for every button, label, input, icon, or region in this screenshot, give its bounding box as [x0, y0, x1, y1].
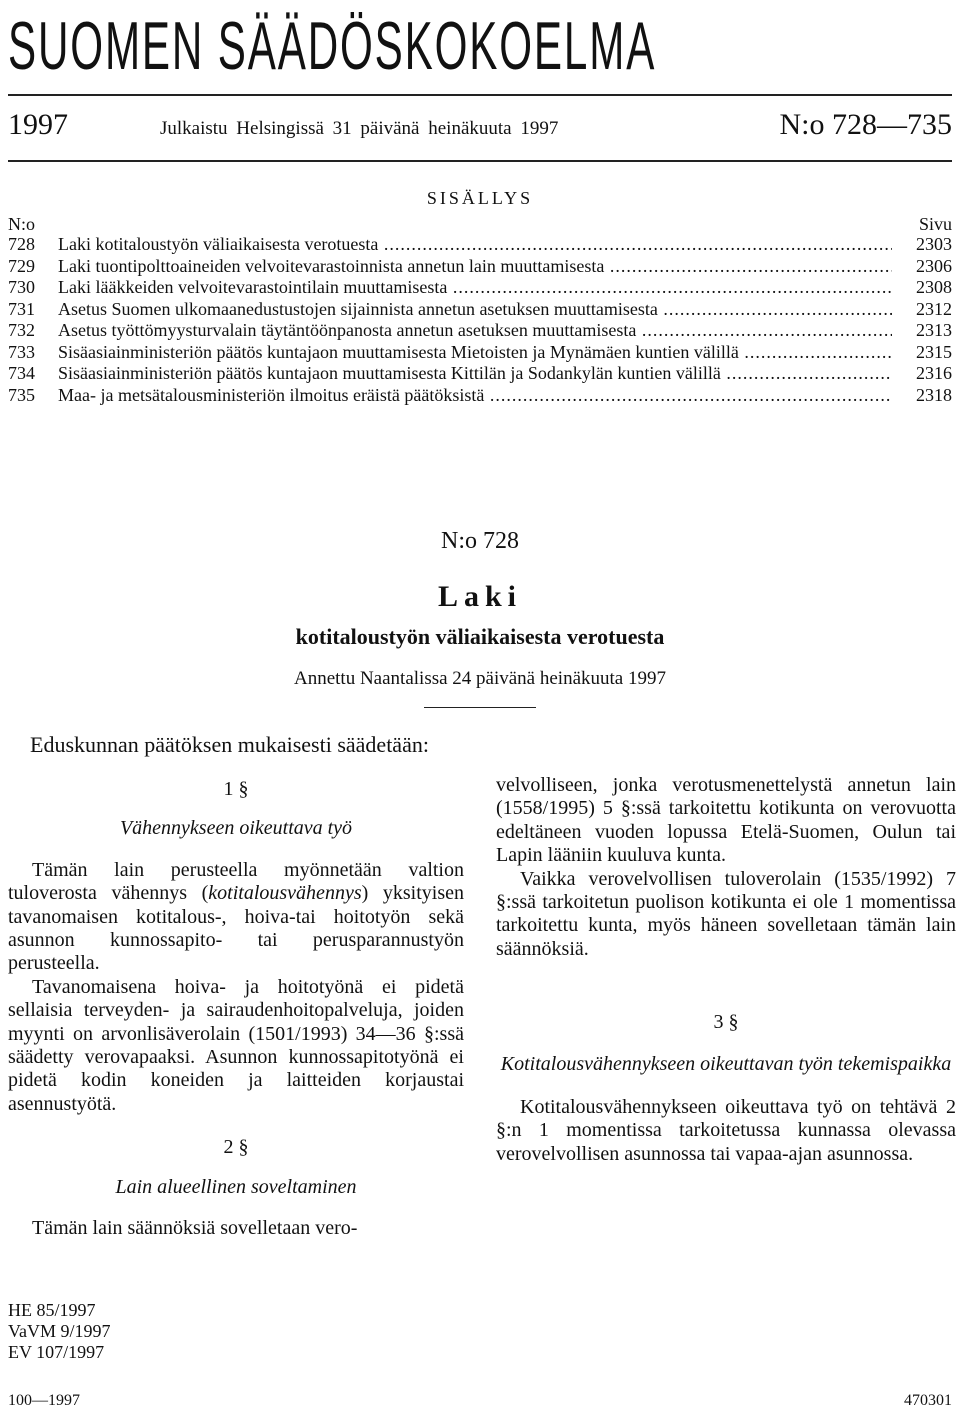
toc-page: 2313: [896, 320, 952, 342]
toc-row[interactable]: [8, 277, 952, 299]
toc-number: 730: [8, 277, 35, 297]
toc-row[interactable]: [8, 234, 952, 256]
gazette-title: SUOMEN SÄÄDÖSKOKOELMA: [8, 8, 657, 84]
toc-number: 731: [8, 298, 35, 319]
toc-row[interactable]: [8, 385, 952, 407]
reference-vavm: VaVM 9/1997: [8, 1321, 111, 1341]
toc-page: 2316: [896, 363, 952, 385]
act-title: kotitaloustyön väliaikaisesta verotuesta: [295, 624, 665, 649]
toc-row[interactable]: [8, 363, 952, 385]
section-3-paragraph-1: Kotitalousvähennykseen oikeuttava työ on tehtävä 2 §:n 1 momentissa tarkoitetussa kunnassa olevassa verovelvollisen asunnossa tai vapaa-ajan asunnossa.: [496, 1096, 956, 1165]
legislative-references: [8, 1300, 111, 1363]
section-1-heading: Vähennykseen oikeuttava työ: [119, 817, 353, 840]
toc-row[interactable]: [8, 320, 952, 342]
toc-number: 728: [8, 234, 35, 254]
toc-page: 2318: [896, 385, 952, 407]
toc-heading: SISÄLLYS: [426, 188, 534, 208]
toc-title: Laki lääkkeiden velvoitevarastointilain muuttamisesta .....: [58, 277, 892, 299]
section-2-paragraph-1: Tämän lain säännöksiä sovelletaan vero-: [32, 1217, 358, 1240]
toc-number: 729: [8, 255, 35, 276]
act-kind: Laki: [437, 580, 523, 613]
left-column: [8, 770, 464, 1241]
section-1-paragraph-1: [8, 859, 464, 976]
toc-page: 2308: [896, 277, 952, 299]
section-2-continued: velvolliseen, jonka verotusmenettelystä annetun lain (1558/1995) 5 §:ssä tarkoitettu kotikunta on verovuotta edeltäneen vuoden lopussa Etelä-Suomen, Oulun tai Lapin lääniin kuuluva kunta.: [496, 774, 956, 867]
toc-number: 732: [8, 320, 35, 340]
act-divider: [424, 707, 536, 708]
toc-page: 2312: [896, 299, 952, 321]
toc-number: 733: [8, 341, 35, 362]
toc-title: Laki tuontipolttoaineiden velvoitevarastoinnista annetun lain muuttamisesta .....: [58, 256, 892, 278]
reference-he: HE 85/1997: [8, 1300, 96, 1320]
s1-p1-term: kotitalousvähennys: [208, 882, 362, 905]
toc-title: Sisäasiainministeriön päätös kuntajaon muuttamisesta Mietoisten ja Mynämäen kuntien välillä .....: [58, 342, 892, 364]
toc-row[interactable]: [8, 299, 952, 321]
toc-col-number: N:o: [8, 214, 35, 234]
section-3-heading: Kotitalousvähennykseen oikeuttavan työn tekemispaikka: [500, 1052, 952, 1075]
toc-row[interactable]: [8, 256, 952, 278]
toc-title: Asetus Suomen ulkomaanedustustojen sijainnista annetun asetuksen muuttamisesta .....: [58, 299, 892, 321]
s1-p1-end: ) yksityisen tavanomaisen kotitalous-, hoiva-tai hoitotyön sekä asunnon kunnossapito- tai perusparannustyön perusteella.: [8, 882, 464, 975]
section-1-paragraph-2: Tavanomaisena hoiva- ja hoitotyönä ei pidetä sellaisia terveyden- ja sairaudenhoitopalveluja, joiden myynti on arvonlisäverolain (1501/1993) 34—36 §:ssä säädetty verovapaaksi. Asunnon kunnossapitotyönä ei pidetä kodin koneiden ja laitteiden korjaustai asennustyötä.: [8, 975, 464, 1115]
act-given-date: Annettu Naantalissa 24 päivänä heinäkuuta 1997: [294, 668, 666, 689]
s1-p1-start: Tämän lain perusteella myönnetään valtion tuloverosta vähennys (: [8, 858, 464, 905]
table-of-contents: [8, 234, 952, 406]
header-rule-top: [8, 94, 952, 96]
reference-ev: EV 107/1997: [8, 1342, 105, 1362]
toc-number: 734: [8, 363, 35, 383]
publication-row: [8, 108, 952, 148]
footer-code: 470301: [904, 1392, 952, 1409]
section-3-number: 3 §: [713, 1011, 739, 1034]
toc-title: Maa- ja metsätalousministeriön ilmoitus eräistä päätöksistä .....: [58, 385, 892, 407]
toc-row[interactable]: [8, 342, 952, 364]
section-1-number: 1 §: [223, 778, 249, 800]
section-2-number: 2 §: [223, 1136, 249, 1159]
section-2-paragraph-2: Vaikka verovelvollisen tuloverolain (1535/1992) 7 §:ssä tarkoitetun puolison kotikunta ei ole 1 momentissa tarkoitettu kunta, myös häneen sovelletaan tämän lain säännöksiä.: [496, 867, 956, 960]
toc-page: 2303: [896, 234, 952, 256]
header-rule-bottom: [8, 160, 952, 162]
footer-print-number: 100—1997: [8, 1392, 80, 1409]
toc-col-page: Sivu: [918, 214, 952, 234]
toc-title: Asetus työttömyysturvalain täytäntöönpanosta annetun asetuksen muuttamisesta .....: [58, 320, 892, 342]
publication-year: 1997: [8, 108, 68, 141]
toc-page: 2315: [896, 342, 952, 364]
toc-title: Laki kotitaloustyön väliaikaisesta verotuesta .....: [58, 234, 892, 256]
section-2-heading: Lain alueellinen soveltaminen: [115, 1175, 357, 1198]
toc-title: Sisäasiainministeriön päätös kuntajaon muuttamisesta Kittilän ja Sodankylän kuntien välillä .....: [58, 363, 892, 385]
publication-date: Julkaistu Helsingissä 31 päivänä heinäkuuta 1997: [160, 118, 559, 139]
right-column: [496, 774, 956, 1166]
toc-number: 735: [8, 384, 35, 405]
act-number: N:o 728: [441, 528, 519, 554]
enactment-clause: Eduskunnan päätöksen mukaisesti säädetään:: [30, 732, 429, 757]
toc-page: 2306: [896, 256, 952, 278]
issue-numbers: N:o 728—735: [779, 108, 952, 141]
